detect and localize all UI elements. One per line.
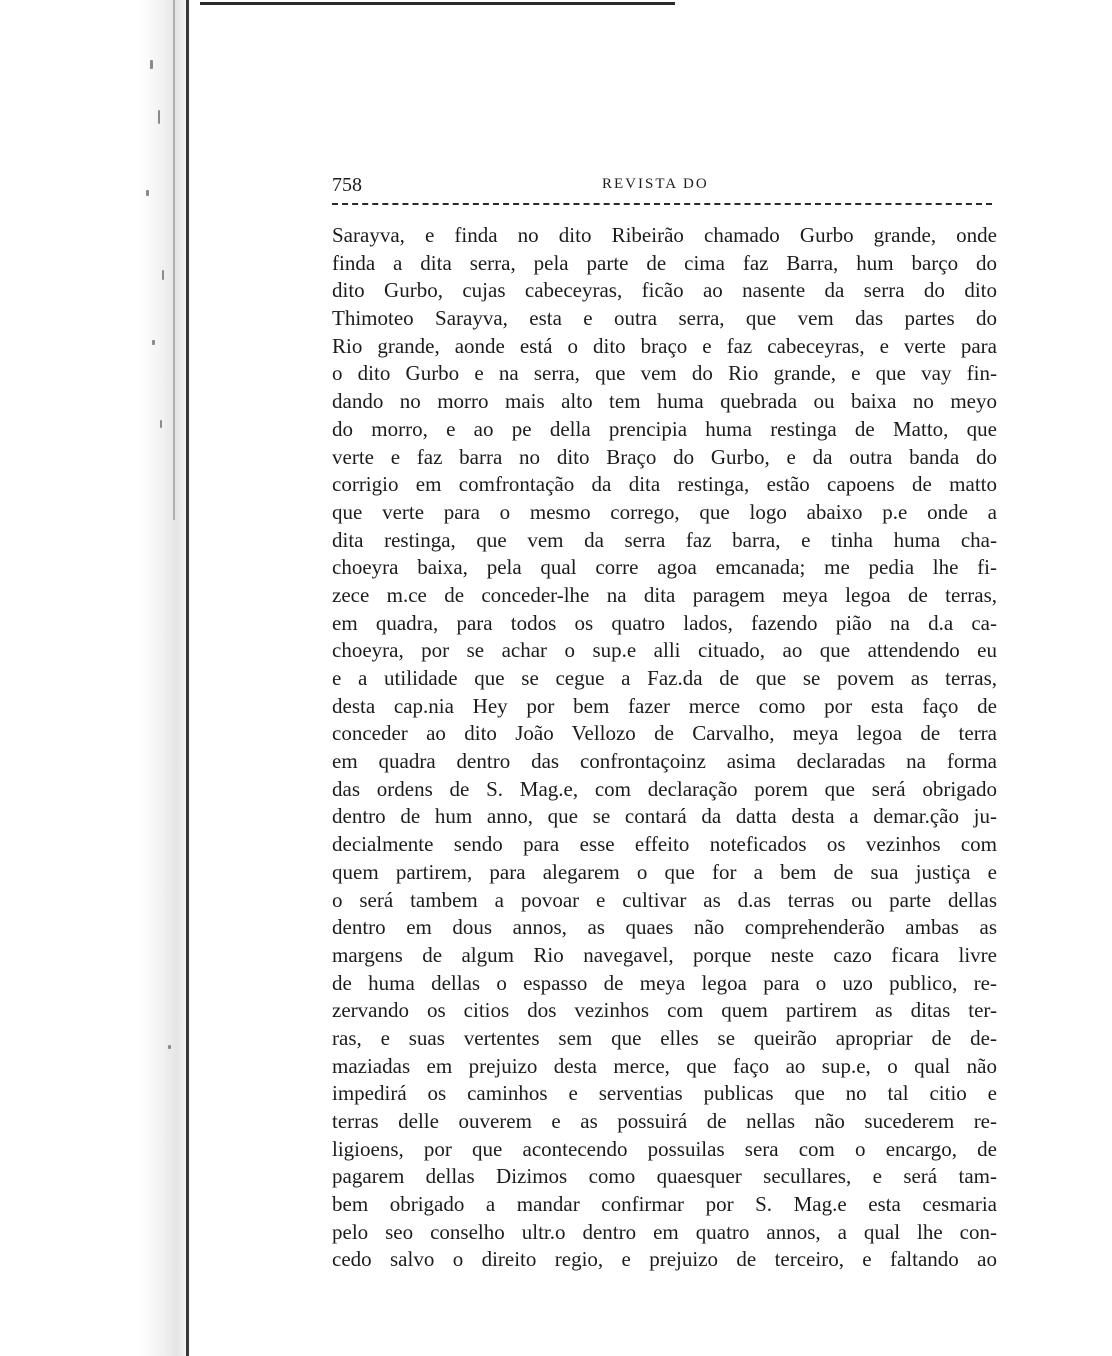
- top-rule: [200, 2, 675, 5]
- text-line: desta cap.nia Hey por bem fazer merce como por esta faço de: [332, 693, 997, 718]
- body-text: [332, 222, 997, 1274]
- text-line: finda a dita serra, pela parte de cima faz Barra, hum barço do: [332, 250, 997, 275]
- running-title: REVISTA DO: [602, 176, 709, 192]
- binding-edge-line: [186, 0, 189, 1356]
- page-number: 758: [332, 174, 362, 196]
- scan-speck: [168, 1045, 171, 1049]
- text-line: dentro em dous annos, as quaes não comprehenderão ambas as: [332, 915, 997, 940]
- text-line: do morro, e ao pe della prencipia huma restinga de Matto, que: [332, 416, 997, 441]
- text-line: cedo salvo o direito regio, e prejuizo de terceiro, e faltando ao: [332, 1247, 997, 1272]
- scan-speck: [152, 340, 155, 345]
- gutter-shadow-line: [173, 0, 175, 520]
- text-line: zece m.ce de conceder-lhe na dita paragem meya legoa de terras,: [332, 582, 997, 607]
- text-line: verte e faz barra no dito Braço do Gurbo, e da outra banda do: [332, 444, 997, 469]
- text-line: impedirá os caminhos e serventias publicas que no tal citio e: [332, 1081, 997, 1106]
- text-line: conceder ao dito João Vellozo de Carvalho, meya legoa de terra: [332, 721, 997, 746]
- text-line: Sarayva, e finda no dito Ribeirão chamado Gurbo grande, onde: [332, 223, 997, 247]
- scan-speck: [146, 190, 149, 196]
- text-line: em quadra, para todos os quatro lados, fazendo pião na d.a ca-: [332, 610, 997, 635]
- text-line: em quadra dentro das confrontaçoinz asima declaradas na forma: [332, 749, 997, 774]
- running-head: [332, 174, 990, 200]
- text-line: e a utilidade que se cegue a Faz.da de que se povem as terras,: [332, 666, 997, 690]
- header-rule: [332, 203, 992, 205]
- scan-speck: [160, 420, 162, 428]
- text-line: dando no morro mais alto tem huma quebrada ou baixa no meyo: [332, 389, 997, 414]
- binding-gutter: [140, 0, 192, 1356]
- text-line: Thimoteo Sarayva, esta e outra serra, que vem das partes do: [332, 306, 997, 331]
- text-line: margens de algum Rio navegavel, porque neste cazo ficara livre: [332, 942, 997, 967]
- text-line: corrigio em comfrontação da dita restinga, estão capoens de matto: [332, 472, 997, 497]
- text-line: quem partirem, para alegarem o que for a bem de sua justiça e: [332, 859, 997, 884]
- text-line: pelo seo conselho ultr.o dentro em quatro annos, a qual lhe con-: [332, 1219, 997, 1244]
- text-line: o dito Gurbo e na serra, que vem do Rio grande, e que vay fin-: [332, 361, 997, 386]
- text-line: ligioens, por que acontecendo possuilas sera com o encargo, de: [332, 1136, 997, 1161]
- text-line: choeyra, por se achar o sup.e alli cituado, ao que attendendo eu: [332, 638, 997, 663]
- text-line: o será tambem a povoar e cultivar as d.as terras ou parte dellas: [332, 887, 997, 912]
- scan-speck: [150, 60, 153, 69]
- text-line: que verte para o mesmo corrego, que logo abaixo p.e onde a: [332, 499, 997, 524]
- text-line: bem obrigado a mandar confirmar por S. Mag.e esta cesmaria: [332, 1192, 997, 1217]
- text-line: dentro de hum anno, que se contará da datta desta a demar.ção ju-: [332, 804, 997, 829]
- scan-speck: [162, 270, 164, 280]
- text-line: dita restinga, que vem da serra faz barra, e tinha huma cha-: [332, 527, 997, 552]
- text-line: das ordens de S. Mag.e, com declaração porem que será obrigado: [332, 776, 997, 801]
- text-line: Rio grande, aonde está o dito braço e faz cabeceyras, e verte para: [332, 333, 997, 358]
- text-line: dito Gurbo, cujas cabeceyras, ficão ao nasente da serra do dito: [332, 278, 997, 303]
- scan-speck: [158, 110, 160, 124]
- text-line: maziadas em prejuizo desta merce, que faço ao sup.e, o qual não: [332, 1053, 997, 1078]
- text-line: pagarem dellas Dizimos como quaesquer secullares, e será tam-: [332, 1164, 997, 1189]
- text-line: decialmente sendo para esse effeito noteficados os vezinhos com: [332, 832, 997, 857]
- text-line: zervando os citios dos vezinhos com quem partirem as ditas ter-: [332, 998, 997, 1023]
- text-line: de huma dellas o espasso de meya legoa para o uzo publico, re-: [332, 970, 997, 995]
- text-line: ras, e suas vertentes sem que elles se queirão apropriar de de-: [332, 1025, 997, 1050]
- text-line: terras delle ouverem e as possuirá de nellas não sucederem re-: [332, 1109, 997, 1133]
- text-line: choeyra baixa, pela qual corre agoa emcanada; me pedia lhe fi-: [332, 555, 997, 580]
